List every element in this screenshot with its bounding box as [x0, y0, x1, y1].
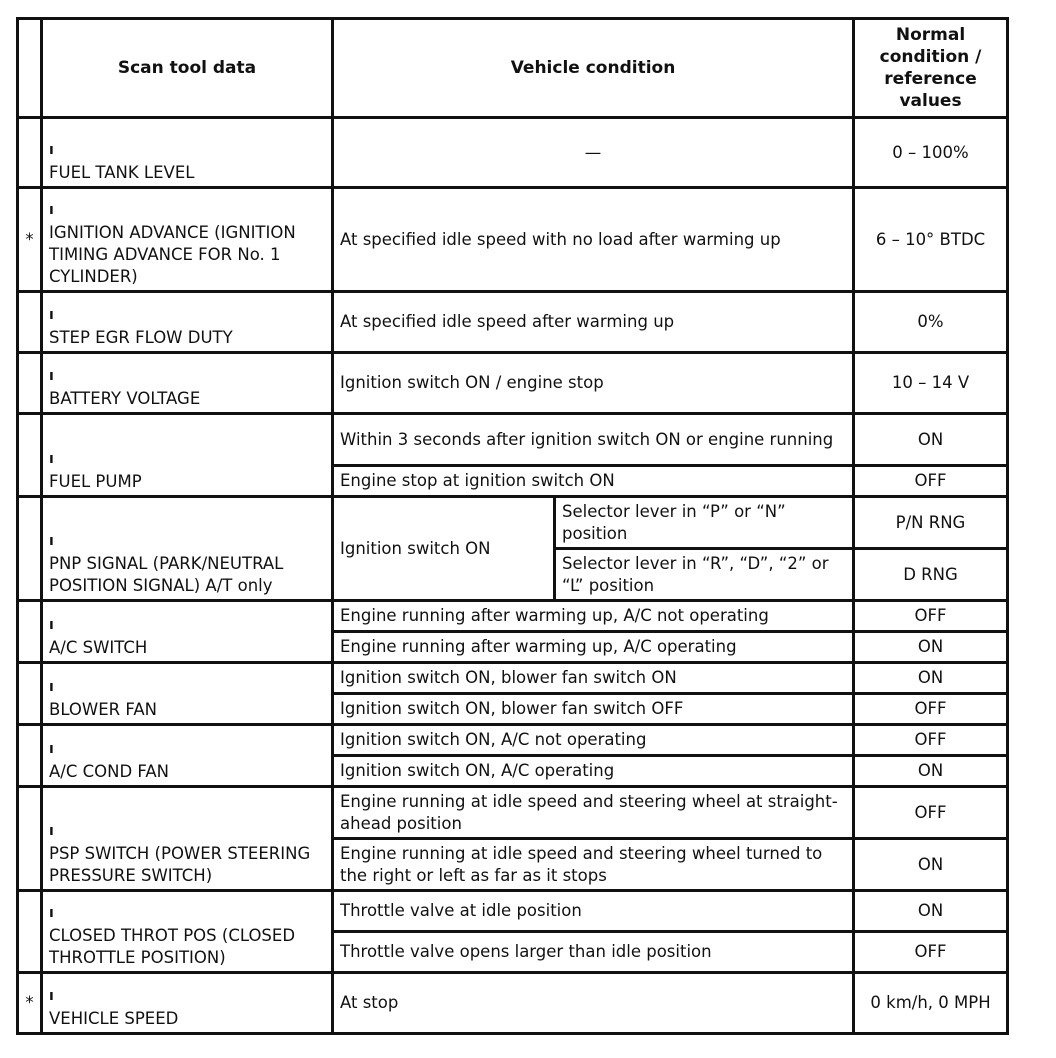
table-row: [18, 891, 1008, 932]
item-cell: [42, 725, 333, 787]
tick-mark: ı: [49, 451, 54, 467]
item-name: FUEL TANK LEVEL: [49, 163, 195, 182]
condition-cell: Engine running after warming up, A/C not operating: [333, 601, 854, 632]
item-name: FUEL PUMP: [49, 472, 142, 491]
row-marker: [18, 601, 42, 663]
item-name: CLOSED THROT POS (CLOSED THROTTLE POSITION): [49, 926, 296, 967]
condition-cell: At specified idle speed after warming up: [333, 292, 854, 353]
item-name: A/C COND FAN: [49, 762, 170, 781]
reference-value: ON: [854, 414, 1008, 466]
sub-condition-cell: Selector lever in “P” or “N” position: [555, 497, 854, 549]
row-marker: [18, 414, 42, 497]
condition-cell: —: [333, 118, 854, 188]
tick-mark: ı: [49, 823, 54, 839]
reference-value: 10 – 14 V: [854, 353, 1008, 414]
tick-mark: ı: [49, 988, 54, 1004]
condition-cell: Engine running at idle speed and steering wheel turned to the right or left as far as it stops: [333, 839, 854, 891]
reference-value: 0%: [854, 292, 1008, 353]
table-row: [18, 353, 1008, 414]
header-scan-tool-data: Scan tool data: [42, 19, 333, 118]
condition-cell: At stop: [333, 973, 854, 1034]
table-row: [18, 292, 1008, 353]
reference-value: 6 – 10° BTDC: [854, 188, 1008, 292]
reference-value: P/N RNG: [854, 497, 1008, 549]
condition-cell: Ignition switch ON: [333, 497, 555, 601]
reference-value: OFF: [854, 932, 1008, 973]
reference-value: OFF: [854, 694, 1008, 725]
reference-value: D RNG: [854, 549, 1008, 601]
table-row: [18, 725, 1008, 756]
header-normal-condition: Normal condition / reference values: [854, 19, 1008, 118]
item-cell: [42, 118, 333, 188]
row-marker: *: [18, 973, 42, 1034]
table-row: [18, 414, 1008, 466]
table-row: [18, 787, 1008, 839]
condition-cell: Engine stop at ignition switch ON: [333, 466, 854, 497]
item-cell: [42, 353, 333, 414]
condition-cell: Ignition switch ON, blower fan switch ON: [333, 663, 854, 694]
reference-value: ON: [854, 632, 1008, 663]
row-marker: [18, 497, 42, 601]
condition-cell: Ignition switch ON, A/C operating: [333, 756, 854, 787]
row-marker: [18, 787, 42, 891]
item-cell: [42, 601, 333, 663]
reference-value: ON: [854, 663, 1008, 694]
header-vehicle-condition: Vehicle condition: [333, 19, 854, 118]
tick-mark: ı: [49, 307, 54, 323]
tick-mark: ı: [49, 905, 54, 921]
tick-mark: ı: [49, 142, 54, 158]
tick-mark: ı: [49, 741, 54, 757]
tick-mark: ı: [49, 202, 54, 218]
condition-cell: Throttle valve at idle position: [333, 891, 854, 932]
condition-cell: Throttle valve opens larger than idle position: [333, 932, 854, 973]
row-marker: [18, 118, 42, 188]
scan-tool-data-table: [16, 17, 1009, 1035]
sub-condition-cell: Selector lever in “R”, “D”, “2” or “L” position: [555, 549, 854, 601]
item-name: VEHICLE SPEED: [49, 1009, 179, 1028]
item-cell: [42, 292, 333, 353]
item-name: STEP EGR FLOW DUTY: [49, 328, 233, 347]
tick-mark: ı: [49, 679, 54, 695]
condition-cell: Ignition switch ON, A/C not operating: [333, 725, 854, 756]
reference-value: 0 km/h, 0 MPH: [854, 973, 1008, 1034]
table-row: [18, 601, 1008, 632]
row-marker: *: [18, 188, 42, 292]
table-row: [18, 663, 1008, 694]
table-row: [18, 118, 1008, 188]
item-cell: [42, 891, 333, 973]
reference-value: ON: [854, 891, 1008, 932]
table-row: [18, 973, 1008, 1034]
reference-value: OFF: [854, 725, 1008, 756]
header-mark: [18, 19, 42, 118]
condition-cell: At specified idle speed with no load after warming up: [333, 188, 854, 292]
tick-mark: ı: [49, 533, 54, 549]
row-marker: [18, 353, 42, 414]
reference-value: ON: [854, 839, 1008, 891]
item-name: BLOWER FAN: [49, 700, 157, 719]
reference-value: 0 – 100%: [854, 118, 1008, 188]
reference-value: OFF: [854, 466, 1008, 497]
item-cell: [42, 188, 333, 292]
row-marker: [18, 292, 42, 353]
item-name: BATTERY VOLTAGE: [49, 389, 201, 408]
condition-cell: Engine running at idle speed and steering wheel at straight-ahead position: [333, 787, 854, 839]
item-name: A/C SWITCH: [49, 638, 148, 657]
tick-mark: ı: [49, 617, 54, 633]
table-row: [18, 188, 1008, 292]
item-cell: [42, 414, 333, 497]
row-marker: [18, 663, 42, 725]
item-cell: [42, 973, 333, 1034]
item-cell: [42, 497, 333, 601]
condition-cell: Engine running after warming up, A/C operating: [333, 632, 854, 663]
item-name: PNP SIGNAL (PARK/NEUTRAL POSITION SIGNAL) A/T only: [49, 554, 284, 595]
reference-value: ON: [854, 756, 1008, 787]
reference-value: OFF: [854, 787, 1008, 839]
item-cell: [42, 663, 333, 725]
item-name: IGNITION ADVANCE (IGNITION TIMING ADVANCE FOR No. 1 CYLINDER): [49, 223, 296, 286]
item-cell: [42, 787, 333, 891]
row-marker: [18, 891, 42, 973]
table-row: [18, 497, 1008, 549]
reference-value: OFF: [854, 601, 1008, 632]
condition-cell: Within 3 seconds after ignition switch ON or engine running: [333, 414, 854, 466]
item-name: PSP SWITCH (POWER STEERING PRESSURE SWITCH): [49, 844, 311, 885]
row-marker: [18, 725, 42, 787]
header-row: [18, 19, 1008, 118]
condition-cell: Ignition switch ON, blower fan switch OFF: [333, 694, 854, 725]
tick-mark: ı: [49, 368, 54, 384]
condition-cell: Ignition switch ON / engine stop: [333, 353, 854, 414]
